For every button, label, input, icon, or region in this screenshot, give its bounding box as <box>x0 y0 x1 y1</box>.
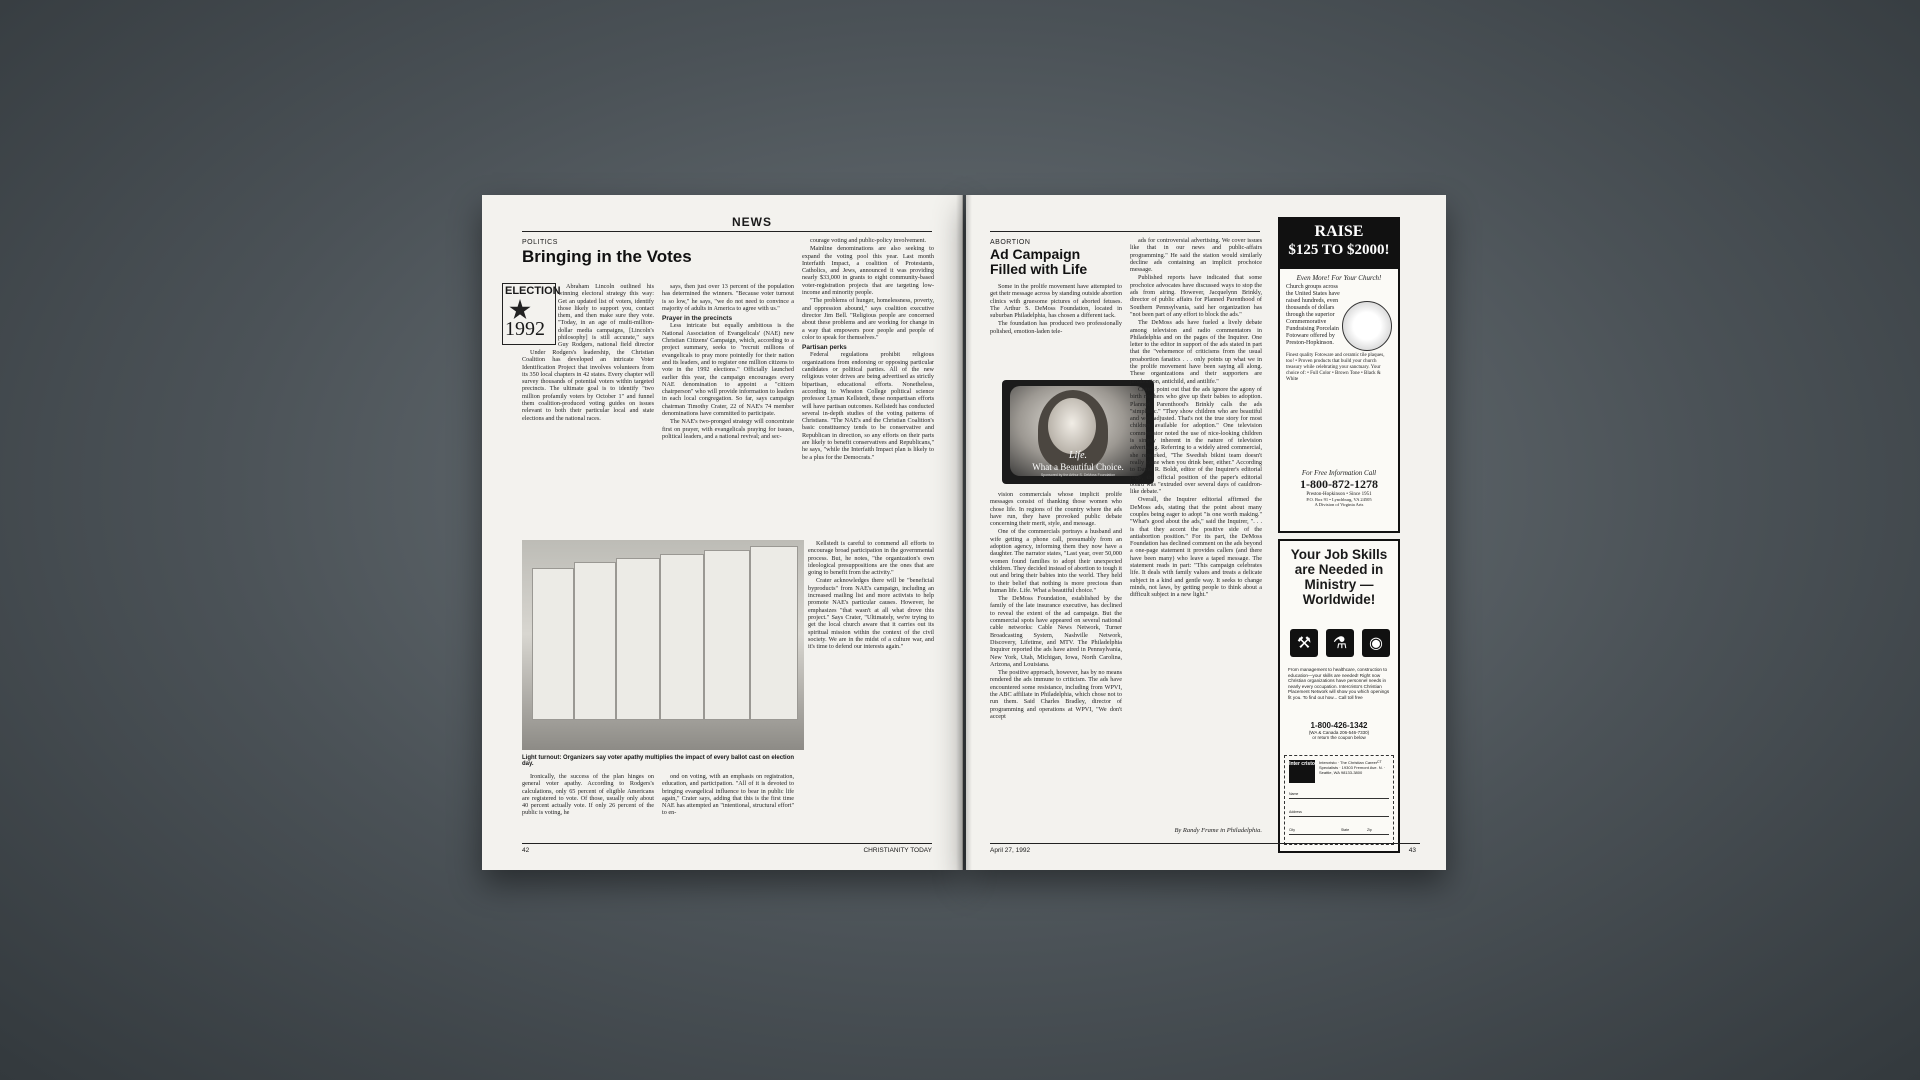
article-col3 <box>802 237 934 537</box>
coupon-city-label: City <box>1289 828 1296 832</box>
ad-body-text: Church groups across the United States have raised hundreds, even thousands of dollars through the superior Commemorative Fundraising Porcelain Fotoware offered by Preston-Hopkinson. <box>1286 284 1340 346</box>
tv-line2: What a Beautiful Choice. <box>1032 462 1124 472</box>
ad-contact <box>1280 721 1398 740</box>
paragraph: ond on voting, with an emphasis on registration, education, and participation. "All of it is devoted to bringing evangelical influence to bear in public life again," Crater says, adding that this is the first time NAE has attempted an "intentional, structural effort" to en- <box>662 773 794 817</box>
camera-icon: ◉ <box>1362 629 1390 657</box>
headline <box>990 247 1087 277</box>
coupon-address: Intercristo · The Christian Career Specialists · 19303 Fremont Ave. N. · Seattle, WA 98133-3800 <box>1319 760 1386 775</box>
election-logo <box>502 283 561 345</box>
paragraph: The DeMoss Foundation, established by the family of the late insurance executive, has declined to reveal the extent of the ad campaign. But the commercial spots have appeared on several national cable networks: Cable News Network, Turner Broadcasting System, Nashville Network, Discovery, Lifetime, and MTV. The Philadelphia Inquirer reported the ads have aired in Pennsylvania, New York, Utah, Michigan, Iowa, North Carolina, Arizona, and Louisiana. <box>990 595 1122 668</box>
ad-body: From management to healthcare, construction to education—your skills are needed! Right now Christian organizations have personnel needs in nearly every occupation. Intercristo's Christian Placement Network will show you which openings fit you. To find out how... Call toll free <box>1288 667 1390 700</box>
article-col3-continued <box>808 540 934 840</box>
header-rule <box>990 231 1260 232</box>
paragraph: "The problems of hunger, homelessness, poverty, and oppression abound," says coalition executive director Jim Bell. "Religious people are concerned about these problems and are working for change in a way that empowers poor people and people of color to speak for themselves." <box>802 297 934 341</box>
mail-coupon[interactable] <box>1284 755 1394 845</box>
paragraph: The NAE's two-pronged strategy will concentrate first on prayer, with evangelicals praying for issues, political leaders, and a national revival; and sec- <box>662 418 794 440</box>
book-gutter <box>956 195 972 870</box>
subhead: Prayer in the precincts <box>662 315 733 323</box>
header-rule <box>522 231 932 232</box>
ad-since: Preston-Hopkinson • Since 1951 <box>1306 492 1372 497</box>
paragraph: The foundation has produced two professionally polished, emotion-laden tele- <box>990 320 1122 335</box>
magazine-spread <box>482 195 1446 870</box>
church-plate-image <box>1342 301 1392 351</box>
ad-tagline: Even More! For Your Church! <box>1296 274 1382 282</box>
intercristo-logo: Inter cristo <box>1289 760 1315 783</box>
tv-line1: Life. <box>1068 450 1088 461</box>
article-col1 <box>522 349 654 535</box>
footer-rule <box>990 843 1420 844</box>
category-label: ABORTION <box>990 239 1031 246</box>
paragraph: Overall, the Inquirer editorial affirmed the DeMoss ads, stating that the point about many couples being eager to adopt "is one worth making." "What's good about the ads," said the Inquirer, ". . . is that they accent the positive side of the antiabortion position." For its part, the DeMoss Foundation has declined comment on the ads beyond a one-page statement it provides callers (and there have been many) who leave a taped message. The statement reads in part: "This campaign celebrates life. It deals with family values and treats a delicate subject in a kind and gentle way. It seeks to change minds, not laws, by getting people to think about a difficult subject in a new light." <box>1130 496 1262 599</box>
coupon-name-field[interactable] <box>1289 798 1389 799</box>
coupon-state-label: State <box>1341 828 1350 832</box>
coupon-name-label: Name <box>1289 792 1299 796</box>
ad-division: A Division of Virginia Arts <box>1314 502 1364 507</box>
paragraph: vision commercials whose implicit prolife messages consist of thanking those women who chose life. In regions of the country where the ads have run, they have provoked public debate concerning their merit, style, and message. <box>990 491 1122 528</box>
paragraph: The positive approach, however, has by no means rendered the ads immune to criticism. The ads have encountered some resistance, including from WPVI, the ABC affiliate in Philadelphia, which chose not to run them. Said Charles Bradley, director of programming and operations at WPVI, "We don't accept <box>990 669 1122 720</box>
magazine-title: CHRISTIANITY TODAY <box>863 847 932 854</box>
paragraph: Less intricate but equally ambitious is the National Association of Evangelicals' (NAE) new Christian Citizens' Campaign, which, according to a project summary, seeks to "recruit millions of evangelicals to pray more pointedly for their nation and its leaders, and to register one million citizens to vote in the 1992 elections." Officially launched earlier this year, the campaign encourages every NAE denomination to appoint a "citizen chairperson" who will provide information to leaders in each local congregation. So far, says campaign chairman Timothy Crater, 22 of NAE's 74 member denominations have committed to participate. <box>662 322 794 418</box>
ad-phone: 1-800-426-1342 <box>1310 721 1368 730</box>
article-col1 <box>990 491 1122 841</box>
right-page <box>966 195 1446 870</box>
paragraph: Under Rodgers's leadership, the Christian Coalition has developed an intricate Voter Identification Project that involves volunteers from its 350 local chapters in 42 states. Every chapter will survey thousands of potential voters within targeted precincts. The ultimate goal is to identify "two million profamily voters by October 1" and funnel them coalition-produced voting guides on issues relevant to both their particular local and state elections and the national races. <box>522 349 654 422</box>
article-col2 <box>662 283 794 537</box>
ad-headline: Your Job Skills are Needed in Ministry —Worldwide! <box>1290 547 1388 607</box>
ad-phone: 1-800-872-1278 <box>1300 477 1378 491</box>
ad-line1: RAISE <box>1314 223 1364 240</box>
article-col1-top <box>990 283 1122 377</box>
ad-line2: $125 TO $2000! <box>1288 242 1390 258</box>
paragraph: The DeMoss ads have fueled a lively debate among television and radio commentators in Philadelphia and on the pages of the Inquirer. One letter to the editor in support of the ads stated in part that the "vehemence of criticisms from the usual proabortion fanatics . . . only points up what we in the prolife movement have been saying all along. These organizations and their supporters are proabortion, antichild, and antilife." <box>1130 319 1262 385</box>
paragraph: Abraham Lincoln outlined his winning electoral strategy this way: Get an updated list of voters, identify those likely to support you, contact them, and then make sure they vote. "Today, in an age of multi-million-dollar media campaigns, [Lincoln's philosophy] is still accurate," says Guy Rodgers, national field director <box>558 283 654 349</box>
footer-rule <box>522 843 932 844</box>
category-label: POLITICS <box>522 239 558 246</box>
paragraph: says, then just over 13 percent of the population has determined the winners. "Because voter turnout is so low," he says, "we do not need to convince a majority of adults in America to agree with us." <box>662 283 794 312</box>
byline: By Randy Frame in Philadelphia. <box>1174 827 1262 834</box>
ad-coupon-note: or return the coupon below <box>1312 735 1366 740</box>
coupon-code: CT <box>1377 760 1382 764</box>
ad-contact <box>1280 469 1398 507</box>
paragraph: Mainline denominations are also seeking to expand the voting pool this year. Last month Interfaith Impact, a coalition of Protestants, Catholics, and Jews, announced it was providing nearly $33,000 in grants to eight community-based voter-registration projects that are targeting low-income and minority people. <box>802 245 934 297</box>
fundraising-ad <box>1278 217 1400 533</box>
hammer-icon: ⚒ <box>1290 629 1318 657</box>
tv-credit: Sponsored by the Arthur S. DeMoss Foundation <box>1040 473 1116 477</box>
paragraph: Ironically, the success of the plan hinges on general voter apathy. According to Rodgers's calculations, only 65 percent of eligible Americans are registered to vote. Of those, usually only about 40 percent actually vote. If only 26 percent of the public is voting, he <box>522 773 654 817</box>
microscope-icon: ⚗ <box>1326 629 1354 657</box>
logo-word: ELECTION <box>505 285 561 297</box>
article-bottom-col1 <box>522 773 654 843</box>
ad-call-label: For Free Information Call <box>1301 469 1377 477</box>
job-skills-ad <box>1278 539 1400 853</box>
paragraph: Published reports have indicated that some prochoice advocates have discussed ways to stop the ads from airing. However, Jacquelynn Brinkly, director of public affairs for Planned Parenthood of Southern Pennsylvania, said her organization has "not been part of any effort to block the ads." <box>1130 274 1262 318</box>
paragraph: ads for controversial advertising. We cover issues like that in our news and public-affairs programming." He said the station would similarly decline ads containing an implicit prochoice message. <box>1130 237 1262 274</box>
headline-line2: Filled with Life <box>990 261 1088 277</box>
ad-phone-alt: (WA & Canada 206-546-7330) <box>1308 730 1370 735</box>
paragraph: Kellstedt is careful to commend all efforts to encourage broad participation in the governmental process. But, he notes, "the organization's own ideological presuppositions are the ones that are going to benefit from the activity." <box>808 540 934 577</box>
paragraph: Crater acknowledges there will be "beneficial byproducts" from NAE's campaign, including an increased mailing list and more activists to help promote NAE's particular causes. However, he emphasizes "that wasn't at all what drove this project." Says Crater, "Ultimately, we're trying to get the local church aware that it carries out its spiritual mission within the context of the civil society. We are in the midst of a culture war, and it's time to defend our interests again." <box>808 577 934 651</box>
article-bottom-col2 <box>662 773 794 843</box>
paragraph: Federal regulations prohibit religious organizations from endorsing or opposing particular candidates or political parties. All of the new religious voter drives are being advertised as strictly bipartisan, educational efforts. Nonetheless, according to Wheaton College political science professor Lyman Kellstedt, these nonpartisan efforts will have partisan outcomes. Kellstedt has conducted several in-depth studies of the voting patterns of Christians. "The NAE's and the Christian Coalition's basic constituency tends to be conservative and Republican in direction, so any efforts on their parts are likely to benefit conservatives and Republicans," he says, "while the Interfaith Impact plan is likely to be a plus for the Democrats." <box>802 351 934 461</box>
headline: Bringing in the Votes <box>522 247 692 266</box>
coupon-address-field[interactable] <box>1289 816 1389 817</box>
article-col1-top <box>558 283 654 349</box>
article-col2 <box>1130 237 1262 827</box>
paragraph: Critics point out that the ads ignore the agony of birth mothers who give up their babies to adoption. Planned Parenthood's Brinkly calls the ads "simplistic." "They show children who are beautiful and well adjusted. That's not the true story for most children available for adoption." One television commentator noted the use of nice-looking children is simply inherent in the nature of television advertising. Referring to a widely aired commercial, she remarked, "The Swedish bikini team doesn't really come when you drink beer, either." According to David R. Boldt, editor of the Inquirer's editorial page, the official position of the paper's editorial board was "extruded over several days of cauldron-like debate." <box>1130 385 1262 496</box>
paragraph: Some in the prolife movement have attempted to get their message across by standing outside abortion clinics with gruesome pictures of aborted fetuses. The Arthur S. DeMoss Foundation, located in suburban Philadelphia, has chosen a different tack. <box>990 283 1122 320</box>
headline-line1: Ad Campaign <box>990 246 1081 262</box>
ad-icons <box>1290 629 1390 659</box>
page-number: 43 <box>1408 847 1416 854</box>
paragraph: One of the commercials portrays a husband and wife getting a phone call, presumably from an adoption agency, informing them they now have a daughter. The narrator states, "Last year, over 50,000 women found families to adopt their unexpected children. They decided instead of abortion to tough it out and bring their babies into the world. They held to their belief that nothing is more precious than human life. Life. What a beautiful choice." <box>990 528 1122 594</box>
photo-caption: Light turnout: Organizers say voter apathy multiplies the impact of every ballot cast on election day. <box>522 755 795 767</box>
voting-booth-photo <box>522 540 804 750</box>
ad-details: Finest quality Fotoware and ceramic tile plaques, too! • Proven products that build your church treasury while celebrating your sanctuary. Your choice of: • Full Color • Brown Tone • Black & White <box>1286 353 1385 382</box>
ad-address: P.O. Box 91 • Lynchburg, VA 24505 <box>1306 497 1372 502</box>
issue-date: April 27, 1992 <box>990 847 1031 854</box>
coupon-zip-label: Zip <box>1367 828 1372 832</box>
paragraph: courage voting and public-policy involvement. <box>810 237 926 244</box>
logo-year: 1992 <box>505 318 545 340</box>
section-head: NEWS <box>732 215 772 229</box>
coupon-address-label: Address <box>1289 810 1302 814</box>
left-page <box>482 195 963 870</box>
subhead: Partisan perks <box>802 344 847 352</box>
coupon-city-field[interactable] <box>1289 834 1389 835</box>
page-number: 42 <box>522 847 530 854</box>
